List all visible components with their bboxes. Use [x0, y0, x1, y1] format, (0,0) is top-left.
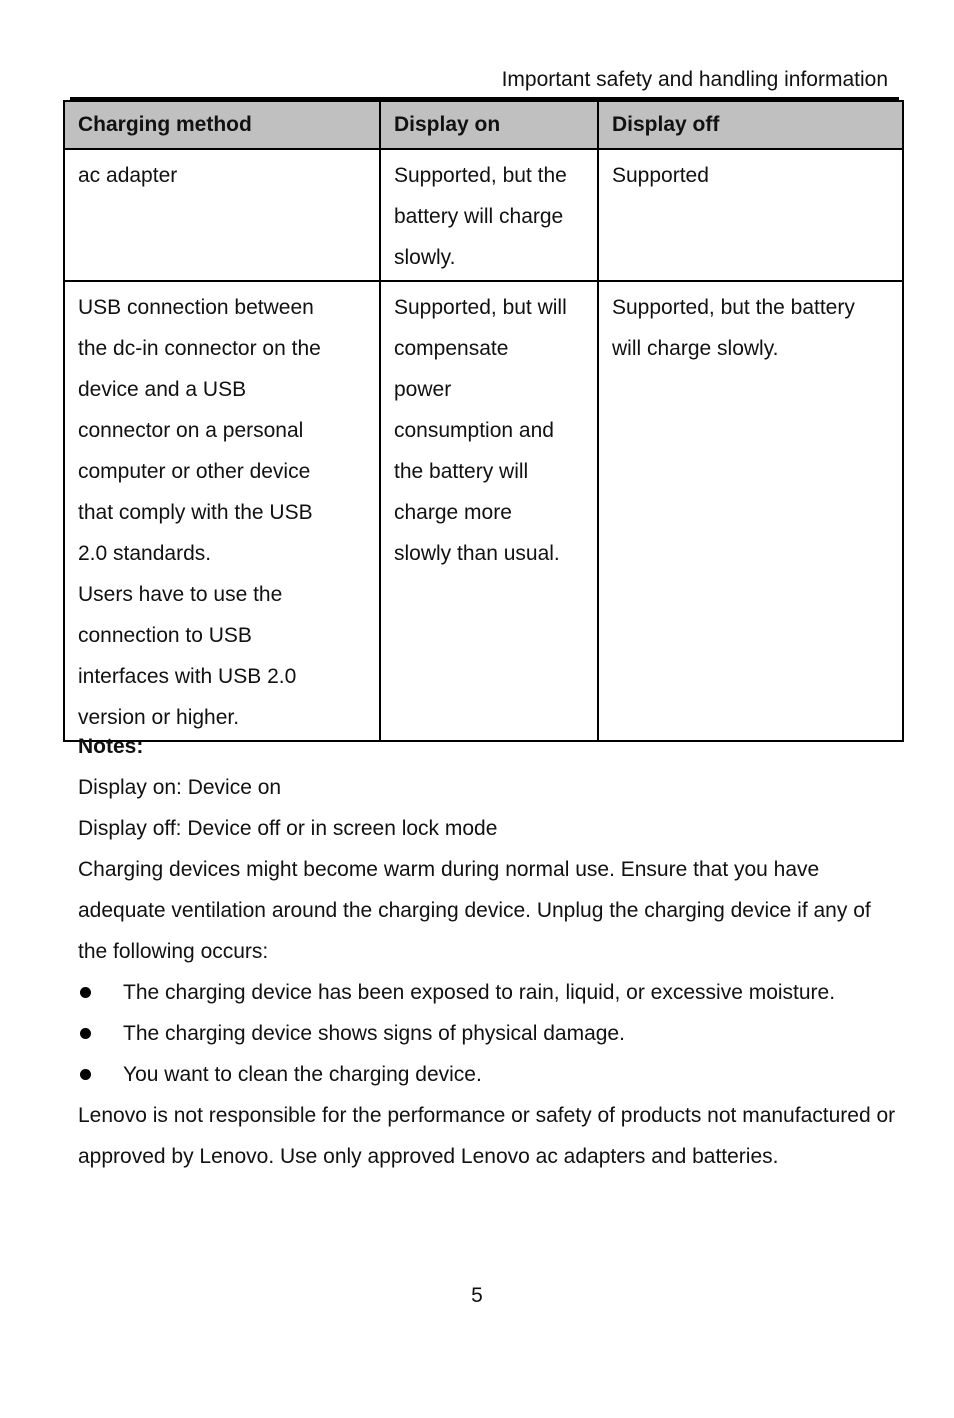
table-cell: ac adapter — [64, 149, 380, 281]
running-header: Important safety and handling information — [501, 68, 888, 91]
note-display-on: Display on: Device on — [78, 776, 282, 799]
bullet-icon — [80, 1069, 91, 1080]
charging-methods-table — [63, 100, 904, 742]
table-cell: Supported, but will compensate power consumption and the battery will charge more slowly than usual. — [380, 281, 598, 741]
column-header-display-on: Display on — [380, 101, 598, 149]
table-header-row — [64, 101, 903, 149]
list-item — [78, 1013, 898, 1054]
list-item — [78, 972, 898, 1013]
bullet-icon — [80, 1028, 91, 1039]
notes-title: Notes: — [78, 735, 144, 758]
column-header-display-off: Display off — [598, 101, 903, 149]
bullet-icon — [80, 987, 91, 998]
table-row — [64, 281, 903, 741]
page-number: 5 — [471, 1284, 483, 1307]
table-cell: Supported, but the battery will charge slowly. — [380, 149, 598, 281]
column-header-charging-method: Charging method — [64, 101, 380, 149]
disclaimer-paragraph: Lenovo is not responsible for the performance or safety of products not manufactured or approved by Lenovo. Use only approved Lenovo ac adapters and batteries. — [78, 1104, 896, 1168]
warning-paragraph: Charging devices might become warm during normal use. Ensure that you have adequate ventilation around the charging device. Unplug the charging device if any of the following occurs: — [78, 858, 871, 963]
list-item-text: The charging device has been exposed to rain, liquid, or excessive moisture. — [123, 981, 836, 1004]
table-cell: Supported — [598, 149, 903, 281]
table-cell: Supported, but the battery will charge slowly. — [598, 281, 903, 741]
list-item — [78, 1054, 898, 1095]
list-item-text: You want to clean the charging device. — [123, 1063, 482, 1086]
list-item-text: The charging device shows signs of physical damage. — [123, 1022, 625, 1045]
notes-section — [78, 726, 898, 1177]
table-row — [64, 149, 903, 281]
table-cell: USB connection between the dc-in connector on the device and a USB connector on a personal computer or other device that comply with the USB 2.0 standards. Users have to use the connection to USB interfaces with USB 2.0 version or higher. — [64, 281, 380, 741]
bullet-list — [78, 972, 898, 1095]
note-display-off: Display off: Device off or in screen lock mode — [78, 817, 498, 840]
